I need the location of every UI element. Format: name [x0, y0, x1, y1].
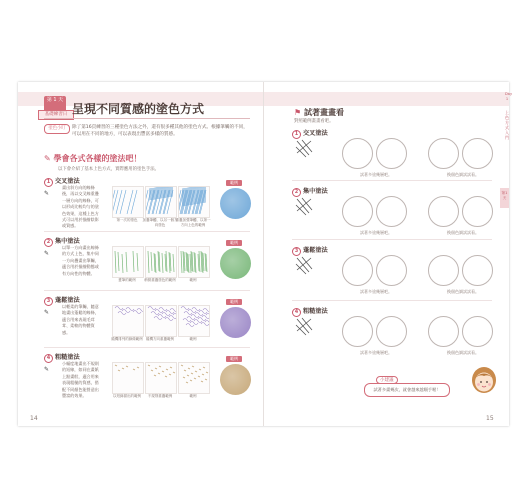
- sample-caption: 範例: [189, 337, 197, 341]
- practice-circle[interactable]: [462, 196, 493, 227]
- hatch-doodle: [294, 138, 314, 158]
- hatch-doodle: [294, 255, 314, 275]
- sample-caption: 範例: [189, 394, 197, 398]
- page-title: 呈現不同質感的塗色方式: [72, 102, 205, 116]
- stroke-sample-tile: [112, 362, 144, 394]
- stroke-sample-tile: [145, 186, 177, 218]
- technique-number: 1: [292, 130, 301, 139]
- practice-circle[interactable]: [462, 255, 493, 286]
- practice-circle[interactable]: [376, 138, 407, 169]
- pencil-hand-icon: ✎: [44, 190, 50, 197]
- flag-icon: ⚑: [294, 108, 304, 117]
- practice-caption-right: 換個色調試試看。: [447, 289, 479, 294]
- technique-description: 小幅度地畫出不規則的短線，如同在畫紙上點畫般，適合用來表現粗糙的質感，搭配不同顏色能營造出豐富的效果。: [62, 361, 99, 399]
- stroke-sample-tile: [145, 305, 177, 337]
- page-number-right: 15: [486, 415, 494, 422]
- tip-bubble: 試著多畫幾次，就會越來越順手喔！: [364, 383, 450, 397]
- practice-caption-left: 試著多塗幾層吧。: [360, 230, 392, 235]
- stroke-sample-tile: [112, 305, 144, 337]
- practice-caption-right: 換個色調試試看。: [447, 230, 479, 235]
- stroke-sample: [113, 187, 143, 217]
- example-swatch: [220, 307, 251, 338]
- side-chapter-text: 上色方式入門: [505, 110, 509, 140]
- example-swatch: [220, 188, 251, 219]
- technique-heading: 2 集中塗法: [44, 236, 80, 247]
- technique-number: 3: [44, 297, 53, 306]
- sample-caption: 範例: [189, 278, 197, 282]
- practice-technique-heading: 3 蓬鬆塗法: [292, 245, 328, 256]
- sample-caption: 隨機排列的線條範例: [111, 337, 143, 341]
- stroke-sample-tile: [178, 246, 210, 278]
- technique-heading: 4 粗糙塗法: [44, 352, 80, 363]
- practice-circle[interactable]: [462, 316, 493, 347]
- practice-circle[interactable]: [462, 138, 493, 169]
- sample-caption: 稍微重疊塗色的範例: [144, 278, 176, 282]
- practice-subtitle: 對照範例畫畫看吧。: [294, 119, 334, 124]
- row-divider: [292, 239, 492, 240]
- practice-heading: ⚑ 試著畫畫看: [294, 108, 344, 117]
- lesson-badge: 第 1 天: [44, 96, 66, 116]
- technique-number: 4: [44, 354, 53, 363]
- stroke-sample: [179, 187, 209, 217]
- pencil-icon: ✎: [44, 154, 54, 163]
- right-page-band: [264, 92, 513, 106]
- practice-circle[interactable]: [342, 255, 373, 286]
- section-subtitle: 以下會介紹了基本上色方式，實際應用的塗色手法。: [58, 167, 159, 172]
- practice-circle[interactable]: [376, 196, 407, 227]
- side-tab[interactable]: [500, 188, 509, 208]
- technique-number: 2: [44, 238, 53, 247]
- sample-caption: 畫筆的範例: [118, 278, 136, 282]
- practice-circle[interactable]: [342, 196, 373, 227]
- hatch-doodle: [294, 316, 314, 336]
- practice-technique-heading: 2 集中塗法: [292, 186, 328, 197]
- practice-caption-left: 試著多塗幾層吧。: [360, 172, 392, 177]
- sample-caption: 重疊加強筆觸，以第一方向上色的範例: [175, 218, 211, 227]
- row-divider: [44, 290, 250, 291]
- row-divider: [292, 300, 492, 301]
- example-tag: 範例: [226, 356, 242, 362]
- row-divider: [44, 231, 250, 232]
- stroke-sample-tile: [112, 186, 144, 218]
- practice-caption-left: 試著多塗幾層吧。: [360, 289, 392, 294]
- technique-description: 畫出斜方向的線條後，再以交叉線重疊一層方向的線條，可以形成比較均勻的塗色效果，這種上色方式可以用於描繪陰影或質感。: [62, 185, 99, 229]
- pencil-hand-icon: ✎: [44, 309, 50, 316]
- practice-caption-right: 換個色調試試看。: [447, 172, 479, 177]
- side-tab-label: 第1天: [501, 191, 508, 200]
- intro-text: 除了第16頁練習的三種塗色方法之外，還有很多種其他的塗色方式。根據筆觸的不同，可以用在不同的地方，可以表現出豐富多樣的質感。: [72, 125, 248, 137]
- example-tag: 範例: [226, 240, 242, 246]
- stroke-sample: [113, 247, 143, 277]
- stroke-sample: [179, 306, 209, 336]
- practice-circle[interactable]: [428, 196, 459, 227]
- practice-circle[interactable]: [428, 255, 459, 286]
- stroke-sample: [146, 187, 176, 217]
- tip-label: 小建議: [376, 376, 398, 384]
- intro-tag: 塗色小叮: [44, 124, 70, 134]
- practice-caption-left: 試著多塗幾層吧。: [360, 350, 392, 355]
- row-divider: [44, 347, 250, 348]
- practice-caption-right: 換個色調試試看。: [447, 350, 479, 355]
- sample-caption: 第一次的塗色: [116, 218, 138, 222]
- row-divider: [292, 180, 492, 181]
- technique-number: 3: [292, 247, 301, 256]
- practice-technique-heading: 4 粗糙塗法: [292, 306, 328, 317]
- stroke-sample: [179, 247, 209, 277]
- stroke-sample: [146, 247, 176, 277]
- stroke-sample-tile: [178, 186, 210, 218]
- page-gutter: [263, 82, 264, 426]
- practice-circle[interactable]: [342, 316, 373, 347]
- stroke-sample-tile: [112, 246, 144, 278]
- example-swatch: [220, 248, 251, 279]
- sample-caption: 以短線描出的範例: [113, 394, 141, 398]
- technique-heading: 1 交叉塗法: [44, 176, 80, 187]
- side-day-label: Day 1: [505, 92, 513, 101]
- stroke-sample: [179, 363, 209, 393]
- pencil-hand-icon: ✎: [44, 250, 50, 257]
- sample-caption: 隨機方向重疊範例: [146, 337, 174, 341]
- sample-caption: 不規則重疊範例: [147, 394, 173, 398]
- technique-heading: 3 蓬鬆塗法: [44, 295, 80, 306]
- practice-circle[interactable]: [376, 316, 407, 347]
- stroke-sample: [146, 363, 176, 393]
- example-tag: 範例: [226, 299, 242, 305]
- practice-circle[interactable]: [428, 316, 459, 347]
- technique-description: 以輕柔的筆觸，隨意地畫出蓬鬆的線條，適合用來表現毛茸茸、柔軟的物體質感。: [62, 304, 99, 335]
- stroke-sample-tile: [178, 305, 210, 337]
- stroke-sample-tile: [178, 362, 210, 394]
- practice-circle[interactable]: [342, 138, 373, 169]
- title-underline: [44, 118, 250, 119]
- stroke-sample: [113, 306, 143, 336]
- technique-number: 1: [44, 178, 53, 187]
- practice-technique-heading: 1 交叉塗法: [292, 128, 328, 139]
- example-tag: 範例: [226, 180, 242, 186]
- technique-number: 4: [292, 308, 301, 317]
- girl-illustration: [470, 366, 498, 396]
- stroke-sample-tile: [145, 246, 177, 278]
- technique-description: 以單一方向畫出線條的方式上色，集中同一方向疊畫出筆觸，適合用於描繪動態或有方向性的物體。: [62, 245, 99, 276]
- practice-circle[interactable]: [376, 255, 407, 286]
- practice-circle[interactable]: [428, 138, 459, 169]
- section-title: ✎ 學會各式各樣的塗法吧！: [44, 154, 142, 163]
- pencil-hand-icon: ✎: [44, 366, 50, 373]
- lesson-badge-sub: 基礎練習日: [38, 110, 74, 120]
- technique-number: 2: [292, 188, 301, 197]
- stroke-sample: [113, 363, 143, 393]
- stroke-sample-tile: [145, 362, 177, 394]
- stroke-sample: [146, 306, 176, 336]
- page-number-left: 14: [30, 415, 38, 422]
- sample-caption: 加疊筆觸，以另一個方向塗色: [142, 218, 178, 227]
- hatch-doodle: [294, 196, 314, 216]
- example-swatch: [220, 364, 251, 395]
